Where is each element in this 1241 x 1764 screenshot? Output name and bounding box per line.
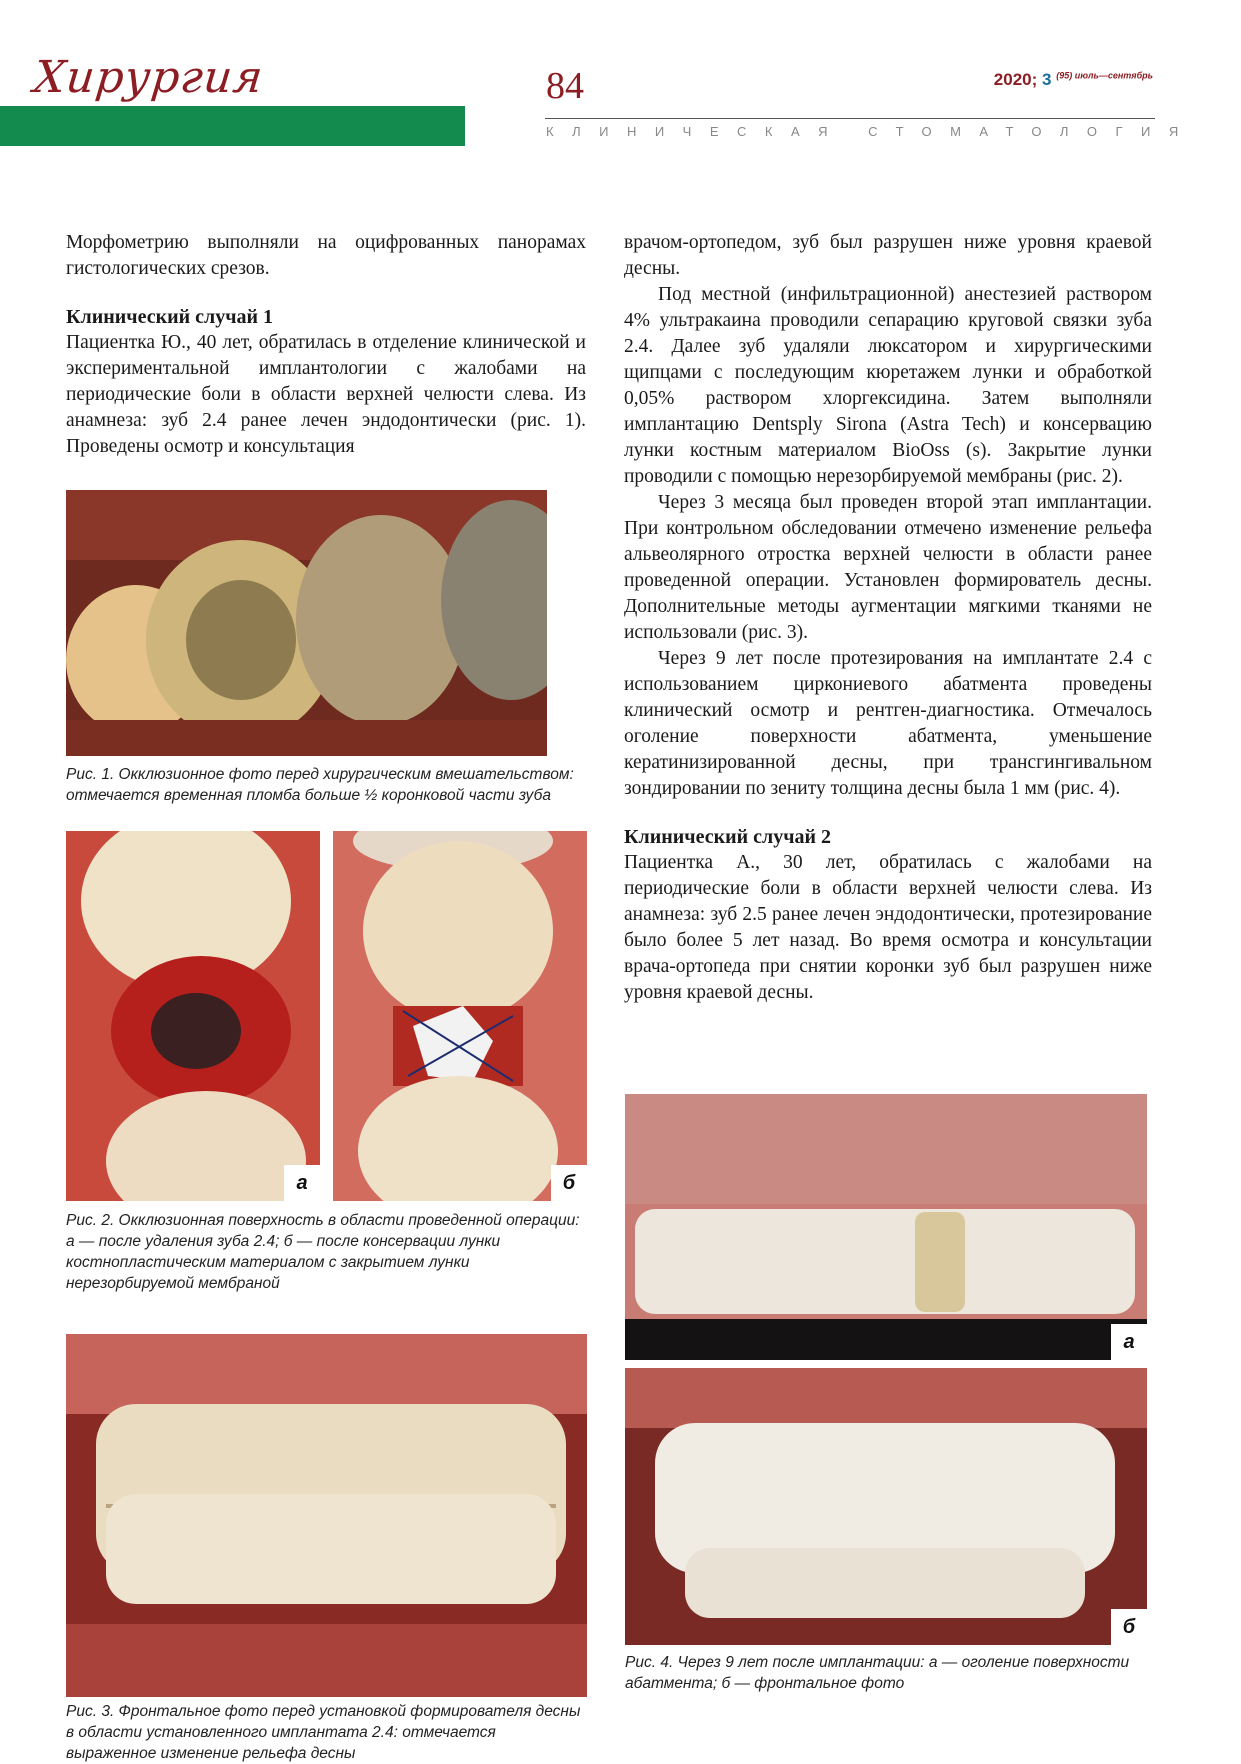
figure-4b-label: б bbox=[1111, 1609, 1147, 1645]
figure-2a-label: а bbox=[284, 1165, 320, 1201]
issue-info bbox=[994, 70, 1153, 90]
intro-paragraph: Морфометрию выполняли на оцифрованных панорамах гистологических срезов. bbox=[66, 232, 586, 279]
figure-1-photo bbox=[66, 490, 547, 756]
paragraph-3: Через 3 месяца был проведен второй этап имплантации. При контрольном обследовании отмечено изменение рельефа альвеолярного отростка верхней челюсти в области ранее проведенной операции. Установлен формирователь десны. Дополнительные методы аугментации мягкими тканями не использовали (рис. 3). bbox=[624, 492, 1152, 643]
figure-3-caption: Рис. 3. Фронтальное фото перед установкой формирователя десны в области установленного имплантата 2.4: отмечается выраженное изменение рельефа десны bbox=[66, 1703, 581, 1762]
section-bar bbox=[0, 106, 465, 146]
section-title: Хирургия bbox=[31, 52, 266, 103]
right-column-text bbox=[624, 230, 1152, 1006]
issue-year: 2020; bbox=[993, 70, 1038, 89]
case1-heading: Клинический случай 1 bbox=[66, 306, 274, 328]
issue-number: 3 bbox=[1042, 70, 1052, 89]
figure-2b-label: б bbox=[551, 1165, 587, 1201]
figure-2a-photo bbox=[66, 831, 320, 1201]
left-column-text bbox=[66, 230, 586, 460]
figure-4a-label: а bbox=[1111, 1324, 1147, 1360]
case2-paragraph: Пациентка А., 30 лет, обратилась с жалобами на периодические боли в области верхней челюсти слева. Из анамнеза: зуб 2.5 ранее лечен эндодонтически, протезирование было более 5 лет назад. Во время осмотра и консультации врача-ортопеда при снятии коронки зуб был разрушен ниже уровня краевой десны. bbox=[624, 852, 1152, 1003]
paragraph-1: врачом-ортопедом, зуб был разрушен ниже уровня краевой десны. bbox=[624, 232, 1152, 279]
figure-1-caption: Рис. 1. Окклюзионное фото перед хирургическим вмешательством: отмечается временная пломба больше ½ коронковой части зуба bbox=[66, 766, 574, 804]
figure-3-photo bbox=[66, 1334, 587, 1697]
issue-period: (95) июль—сентябрь bbox=[1056, 70, 1153, 81]
figure-4b-photo bbox=[625, 1368, 1147, 1645]
paragraph-4: Через 9 лет после протезирования на имплантате 2.4 с использованием циркониевого абатмента проведены клинический осмотр и рентген-диагностика. Отмечалось оголение поверхности абатмента, уменьшение кератинизированной десны, при трансгингивальном зондировании по зениту толщина десны была 1 мм (рис. 4). bbox=[624, 648, 1152, 799]
page-number: 84 bbox=[546, 65, 584, 107]
figure-2b-photo bbox=[333, 831, 587, 1201]
figure-2-caption: Рис. 2. Окклюзионная поверхность в области проведенной операции: а — после удаления зуба 2.4; б — после консервации лунки костнопластическим материалом с закрытием лунки нерезорбируемой мембраной bbox=[66, 1212, 580, 1292]
case1-paragraph: Пациентка Ю., 40 лет, обратилась в отделение клинической и экспериментальной имплантологии с жалобами на периодические боли в области верхней челюсти слева. Из анамнеза: зуб 2.4 ранее лечен эндодонтически (рис. 1). Проведены осмотр и консультация bbox=[66, 332, 586, 457]
header-rule bbox=[545, 118, 1155, 119]
figure-4a-photo bbox=[625, 1094, 1147, 1360]
journal-title: КЛИНИЧЕСКАЯ СТОМАТОЛОГИЯ bbox=[546, 124, 1197, 139]
figure-4-caption: Рис. 4. Через 9 лет после имплантации: а — оголение поверхности абатмента; б — фронтальное фото bbox=[625, 1654, 1130, 1692]
paragraph-2: Под местной (инфильтрационной) анестезией раствором 4% ультракаина проводили сепарацию круговой связки зуба 2.4. Далее зуб удаляли люксатором и хирургическими щипцами с последующим кюретажем лунки и обработкой 0,05% раствором хлоргексидина. Затем выполняли имплантацию Dentsply Sirona (Astra Tech) и консервацию лунки костным материалом BioOss (s). Закрытие лунки проводили с помощью нерезорбируемой мембраны (рис. 2). bbox=[624, 284, 1152, 487]
case2-heading: Клинический случай 2 bbox=[624, 826, 832, 848]
